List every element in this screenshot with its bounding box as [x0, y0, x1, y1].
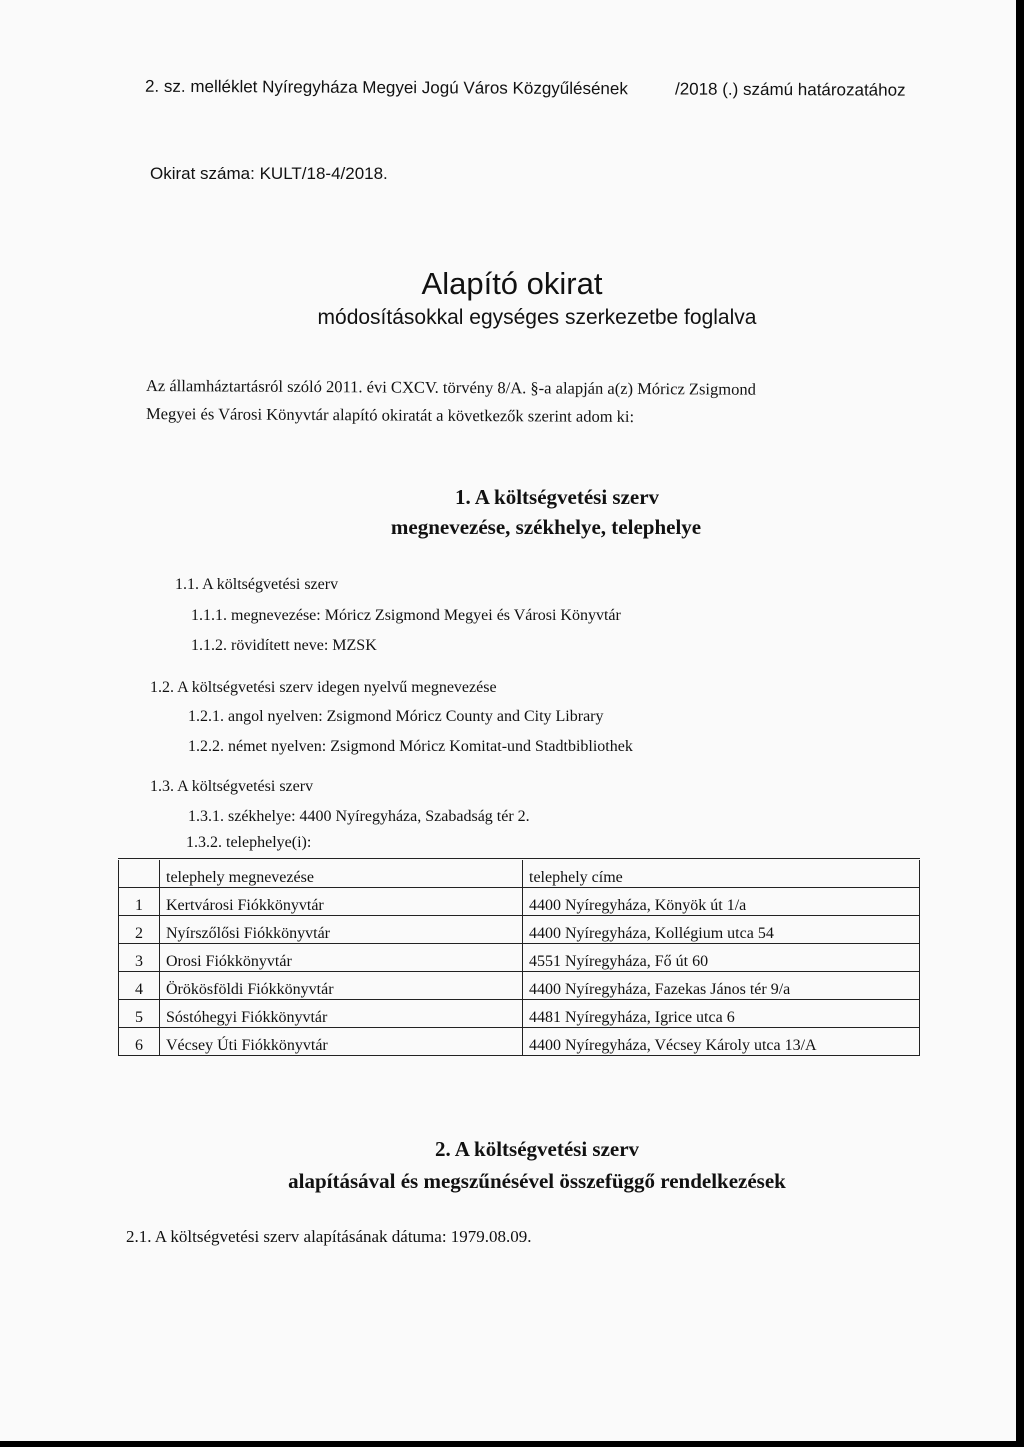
page-title: Alapító okirat — [421, 266, 603, 301]
item-1-3: 1.3. A költségvetési szerv — [150, 778, 314, 795]
row-number: 4 — [119, 972, 160, 1000]
table-row — [119, 888, 920, 916]
site-address: 4400 Nyíregyháza, Vécsey Károly utca 13/A — [523, 1028, 920, 1056]
item-1-2-1: 1.2.1. angol nyelven: Zsigmond Móricz County and City Library — [188, 708, 604, 725]
section-2-title: 2. A költségvetési szerv — [434, 1137, 640, 1161]
row-number: 3 — [119, 944, 160, 972]
site-address: 4400 Nyíregyháza, Fazekas János tér 9/a — [523, 972, 920, 1000]
row-number: 6 — [119, 1028, 160, 1056]
sites-table — [118, 860, 920, 1056]
item-1-1-2: 1.1.2. rövidített neve: MZSK — [191, 637, 377, 654]
item-1-1: 1.1. A költségvetési szerv — [175, 576, 339, 593]
item-2-1: 2.1. A költségvetési szerv alapításának dátuma: 1979.08.09. — [126, 1227, 532, 1246]
item-1-2: 1.2. A költségvetési szerv idegen nyelvű megnevezése — [150, 679, 497, 696]
table-row — [119, 1000, 920, 1028]
item-1-2-2: 1.2.2. német nyelven: Zsigmond Móricz Komitat-und Stadtbibliothek — [188, 738, 633, 755]
table-row — [119, 944, 920, 972]
table-row — [119, 972, 920, 1000]
page-header — [144, 76, 906, 100]
site-address: 4551 Nyíregyháza, Fő út 60 — [523, 944, 920, 972]
site-name: Orosi Fiókkönyvtár — [160, 944, 523, 972]
header-right: /2018 (.) számú határozatához — [674, 79, 906, 100]
item-1-3-1: 1.3.1. székhelye: 4400 Nyíregyháza, Szabadság tér 2. — [188, 808, 530, 825]
site-name: Nyírszőlősi Fiókkönyvtár — [160, 916, 523, 944]
section-2-subtitle: alapításával és megszűnésével összefüggő rendelkezések — [288, 1169, 786, 1193]
item-1-3-2: 1.3.2. telephelye(i): — [186, 834, 312, 851]
site-address: 4400 Nyíregyháza, Kollégium utca 54 — [523, 916, 920, 944]
site-name: Kertvárosi Fiókkönyvtár — [160, 888, 523, 916]
site-address: 4481 Nyíregyháza, Igrice utca 6 — [523, 1000, 920, 1028]
header-left: 2. sz. melléklet Nyíregyháza Megyei Jogú Város Közgyűlésének — [144, 76, 628, 99]
table-top-border — [118, 858, 920, 859]
scan-edge-bottom — [0, 1441, 1024, 1447]
intro-line-2: Megyei és Városi Könyvtár alapító okiratát a következők szerint adom ki: — [145, 404, 635, 426]
table-row — [119, 916, 920, 944]
document-number: Okirat száma: KULT/18-4/2018. — [150, 164, 388, 183]
row-number: 2 — [119, 916, 160, 944]
table-header-row — [119, 860, 920, 888]
intro-line-1: Az államháztartásról szóló 2011. évi CXCV. törvény 8/A. §-a alapján a(z) Móricz Zsigmond — [145, 376, 756, 399]
header-address: telephely címe — [523, 860, 920, 888]
section-1-title: 1. A költségvetési szerv — [454, 485, 660, 509]
site-address: 4400 Nyíregyháza, Könyök út 1/a — [523, 888, 920, 916]
row-number: 5 — [119, 1000, 160, 1028]
page-subtitle: módosításokkal egységes szerkezetbe foglalva — [317, 306, 757, 329]
header-name: telephely megnevezése — [160, 860, 523, 888]
row-number: 1 — [119, 888, 160, 916]
header-num-cell — [119, 860, 160, 888]
section-1-subtitle: megnevezése, székhelye, telephelye — [390, 515, 702, 539]
site-name: Vécsey Úti Fiókkönyvtár — [160, 1028, 523, 1056]
site-name: Sóstóhegyi Fiókkönyvtár — [160, 1000, 523, 1028]
site-name: Örökösföldi Fiókkönyvtár — [160, 972, 523, 1000]
table-row — [119, 1028, 920, 1056]
scan-edge-right — [1016, 0, 1024, 1447]
item-1-1-1: 1.1.1. megnevezése: Móricz Zsigmond Megyei és Városi Könyvtár — [191, 607, 621, 624]
